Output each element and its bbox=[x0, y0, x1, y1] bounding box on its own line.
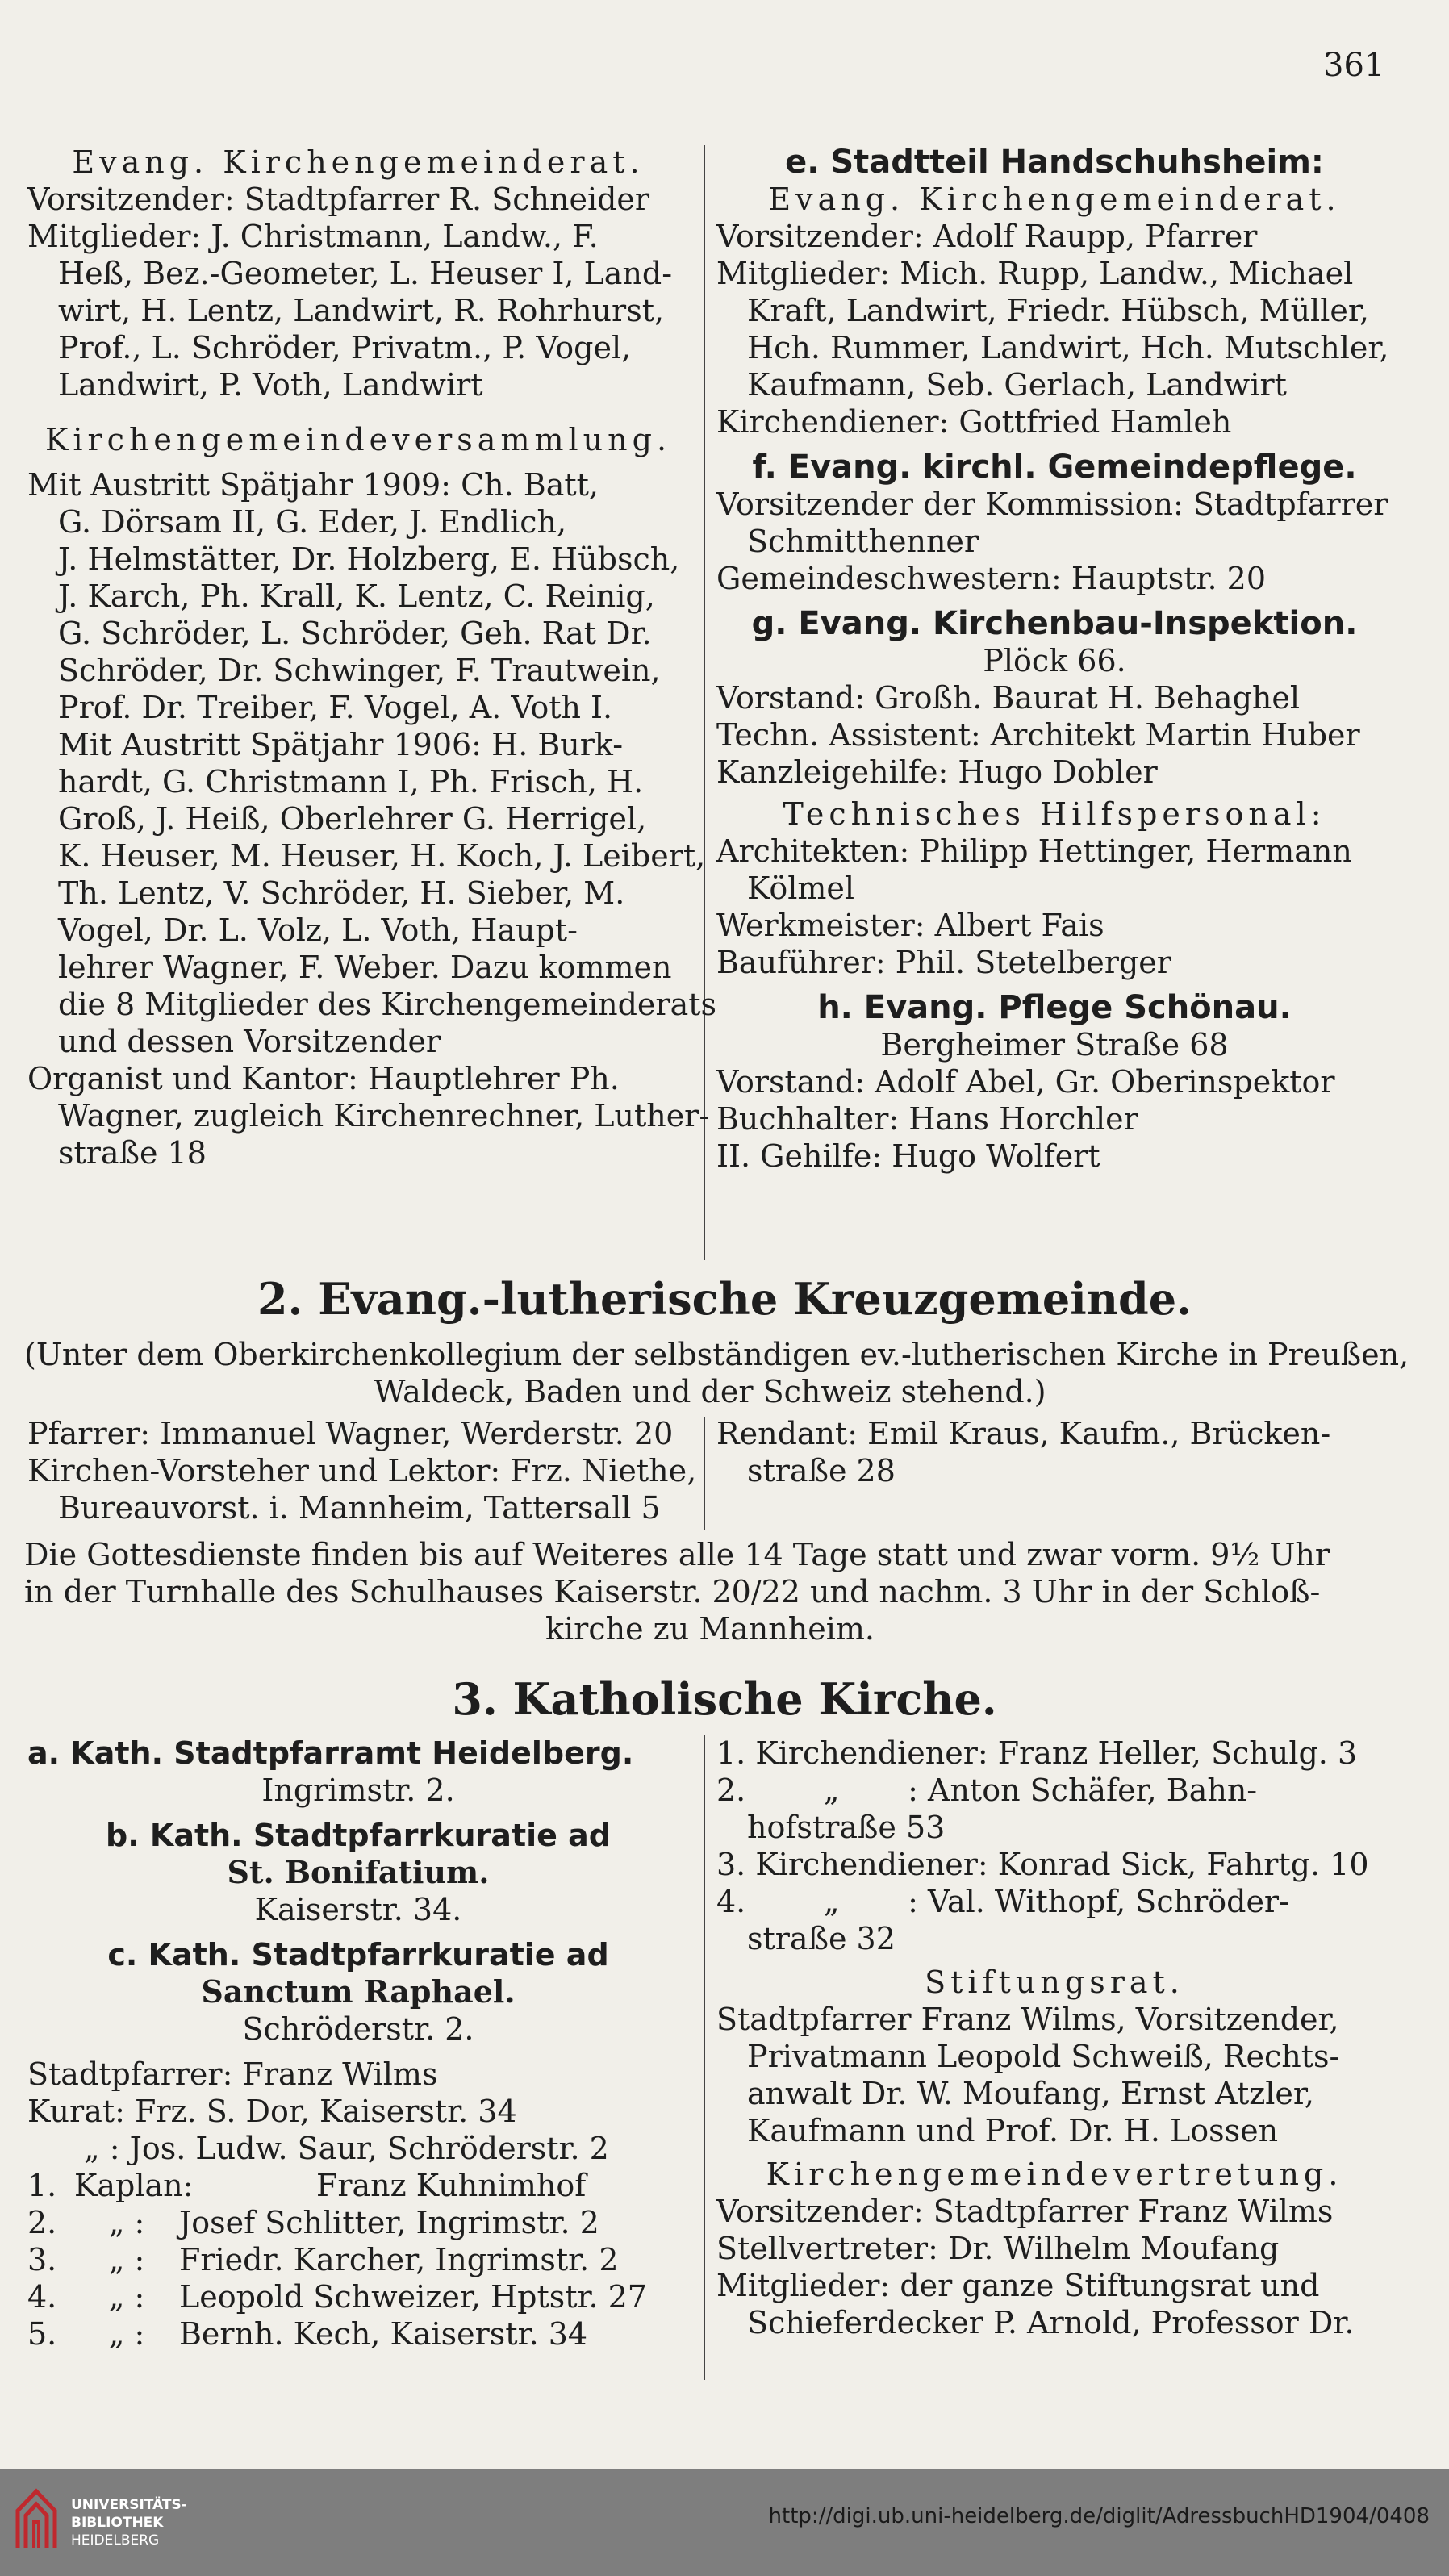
list-number: 3. bbox=[27, 2242, 57, 2277]
heading-gemeindepflege: f. Evang. kirchl. Gemeindepflege. bbox=[752, 449, 1357, 486]
section-title-katholische-kirche: 3. Katholische Kirche. bbox=[452, 1673, 997, 1725]
column-divider bbox=[704, 145, 705, 1260]
heading-kuratie-raphael: c. Kath. Stadtpfarrkuratie ad bbox=[107, 1937, 609, 1973]
text-line: Groß, J. Heiß, Oberlehrer G. Herrigel, bbox=[58, 801, 647, 837]
section2-paragraph bbox=[24, 1536, 1396, 1647]
text-line: Kurat: Frz. S. Dor, Kaiserstr. 34 bbox=[27, 2094, 517, 2129]
text-line: Vorsitzender der Kommission: Stadtpfarrer bbox=[716, 486, 1388, 522]
text-line: Vorsitzender: Adolf Raupp, Pfarrer bbox=[716, 219, 1258, 254]
text-line: Stadtpfarrer: Franz Wilms bbox=[27, 2056, 438, 2092]
address-line: Bergheimer Straße 68 bbox=[880, 1027, 1229, 1063]
list-number: 1. bbox=[27, 2168, 57, 2203]
text-line: lehrer Wagner, F. Weber. Dazu kommen bbox=[58, 950, 672, 985]
text-line: Gemeindeschwestern: Hauptstr. 20 bbox=[716, 561, 1266, 596]
section3-left bbox=[27, 1735, 689, 2353]
text-line: anwalt Dr. W. Moufang, Ernst Atzler, bbox=[747, 2076, 1314, 2111]
text-line: Vorsitzender: Stadtpfarrer R. Schneider bbox=[27, 182, 650, 217]
text-line: Stellvertreter: Dr. Wilhelm Moufang bbox=[716, 2231, 1280, 2266]
text-line: K. Heuser, M. Heuser, H. Koch, J. Leibert, bbox=[58, 838, 706, 874]
right-column bbox=[716, 144, 1393, 1175]
text-line: 4. „ : Val. Withopf, Schröder- bbox=[716, 1884, 1289, 1919]
text-line: G. Dörsam II, G. Eder, J. Endlich, bbox=[58, 504, 567, 540]
section-title-kreuzgemeinde: 2. Evang.-lutherische Kreuzgemeinde. bbox=[257, 1273, 1192, 1325]
text-line: hardt, G. Christmann I, Ph. Frisch, H. bbox=[58, 764, 644, 800]
text-line: straße 32 bbox=[747, 1921, 896, 1956]
heading-handschuhsheim: e. Stadtteil Handschuhsheim: bbox=[785, 144, 1324, 181]
list-text: Friedr. Karcher, Ingrimstr. 2 bbox=[179, 2242, 619, 2277]
heading-kirchengemeinderat: Evang. Kirchengemeinderat. bbox=[72, 144, 645, 180]
text-line: Stadtpfarrer Franz Wilms, Vorsitzender, bbox=[716, 2002, 1339, 2037]
text-line: Schieferdecker P. Arnold, Professor Dr. bbox=[747, 2305, 1355, 2340]
text-line: und dessen Vorsitzender bbox=[58, 1024, 441, 1059]
text-line: 1. Kirchendiener: Franz Heller, Schulg. 3 bbox=[716, 1735, 1358, 1771]
text-line: Kaufmann und Prof. Dr. H. Lossen bbox=[747, 2113, 1279, 2148]
list-item bbox=[27, 2315, 689, 2353]
heading-stiftungsrat: Stiftungsrat. bbox=[925, 1964, 1184, 2000]
column-divider bbox=[704, 1417, 705, 1530]
text-line: Mitglieder: J. Christmann, Landw., F. bbox=[27, 219, 599, 254]
text-line: G. Schröder, L. Schröder, Geh. Rat Dr. bbox=[58, 616, 652, 651]
list-item bbox=[27, 2204, 689, 2241]
heading-kirchenbau-inspektion: g. Evang. Kirchenbau-Inspektion. bbox=[751, 605, 1358, 642]
text-line: in der Turnhalle des Schulhauses Kaiserstr. 20/22 und nachm. 3 Uhr in der Schloß- bbox=[24, 1574, 1321, 1609]
text-line: Th. Lentz, V. Schröder, H. Sieber, M. bbox=[58, 875, 625, 911]
text-line: Mitglieder: der ganze Stiftungsrat und bbox=[716, 2268, 1320, 2303]
logo-text bbox=[71, 2496, 187, 2549]
section2-right bbox=[716, 1415, 1393, 1489]
text-line: Prof. Dr. Treiber, F. Vogel, A. Voth I. bbox=[58, 690, 613, 725]
text-line: (Unter dem Oberkirchenkollegium der selbständigen ev.-lutherischen Kirche in Preußen, bbox=[24, 1337, 1409, 1372]
text-line: straße 18 bbox=[58, 1135, 207, 1171]
text-line: Bauführer: Phil. Stetelberger bbox=[716, 945, 1171, 980]
heading-kirchengemeindeversammlung: Kirchengemeindeversammlung. bbox=[44, 422, 672, 457]
text-line: Mit Austritt Spätjahr 1909: Ch. Batt, bbox=[27, 467, 599, 503]
section3-right bbox=[716, 1735, 1393, 2341]
list-title: „ : bbox=[108, 2205, 145, 2240]
permalink-url[interactable]: http://digi.ub.uni-heidelberg.de/diglit/AdressbuchHD1904/0408 bbox=[768, 2504, 1430, 2528]
text-line: Kölmel bbox=[747, 870, 855, 906]
text-line: Mitglieder: Mich. Rupp, Landw., Michael bbox=[716, 256, 1354, 291]
list-item bbox=[27, 2167, 689, 2204]
text-line: Werkmeister: Albert Fais bbox=[716, 908, 1104, 943]
address-line: Plöck 66. bbox=[983, 643, 1126, 678]
heading-stadtpfarramt: a. Kath. Stadtpfarramt Heidelberg. bbox=[27, 1735, 634, 1771]
text-line: kirche zu Mannheim. bbox=[545, 1611, 875, 1647]
address-line: Kaiserstr. 34. bbox=[254, 1892, 462, 1927]
text-line: Vogel, Dr. L. Volz, L. Voth, Haupt- bbox=[58, 912, 578, 948]
text-line: hofstraße 53 bbox=[747, 1810, 946, 1845]
list-text: Leopold Schweizer, Hptstr. 27 bbox=[179, 2279, 647, 2315]
list-title: Kaplan: bbox=[74, 2168, 194, 2203]
text-line: die 8 Mitglieder des Kirchengemeinderats bbox=[58, 987, 716, 1022]
text-line: Buchhalter: Hans Horchler bbox=[716, 1101, 1138, 1137]
text-line: Rendant: Emil Kraus, Kaufm., Brücken- bbox=[716, 1416, 1331, 1451]
text-line: Vorstand: Großh. Baurat H. Behaghel bbox=[716, 680, 1301, 716]
text-line: Waldeck, Baden und der Schweiz stehend.) bbox=[374, 1374, 1046, 1409]
text-line: Bureauvorst. i. Mannheim, Tattersall 5 bbox=[58, 1490, 661, 1526]
list-text: Josef Schlitter, Ingrimstr. 2 bbox=[179, 2205, 599, 2240]
heading-kirchengemeinderat: Evang. Kirchengemeinderat. bbox=[768, 182, 1341, 217]
heading-kuratie-bonifatium-sub: St. Bonifatium. bbox=[227, 1854, 490, 1890]
text-line: Prof., L. Schröder, Privatm., P. Vogel, bbox=[58, 330, 632, 365]
text-line: Heß, Bez.-Geometer, L. Heuser I, Land- bbox=[58, 256, 673, 291]
text-line: Kaufmann, Seb. Gerlach, Landwirt bbox=[747, 367, 1287, 403]
column-divider bbox=[704, 1735, 705, 2380]
heading-kirchengemeindevertretung: Kirchengemeindevertretung. bbox=[766, 2156, 1343, 2192]
text-line: Vorstand: Adolf Abel, Gr. Oberinspektor bbox=[716, 1064, 1335, 1100]
list-number: 4. bbox=[27, 2279, 57, 2315]
list-number: 5. bbox=[27, 2316, 57, 2352]
list-title: „ : bbox=[108, 2242, 145, 2277]
text-line: J. Karch, Ph. Krall, K. Lentz, C. Reinig, bbox=[58, 578, 655, 614]
text-line: Wagner, zugleich Kirchenrechner, Luther- bbox=[58, 1098, 710, 1134]
address-line: Schröderstr. 2. bbox=[242, 2011, 474, 2047]
page-number: 361 bbox=[1323, 47, 1385, 84]
text-line: Schmitthenner bbox=[747, 524, 979, 559]
text-line: Privatmann Leopold Schweiß, Rechts- bbox=[747, 2039, 1340, 2074]
list-title: „ : bbox=[108, 2316, 145, 2352]
text-line: Kraft, Landwirt, Friedr. Hübsch, Müller, bbox=[747, 293, 1369, 328]
list-item bbox=[27, 2241, 689, 2278]
heading-kuratie-raphael-sub: Sanctum Raphael. bbox=[201, 1973, 516, 2010]
text-line: Schröder, Dr. Schwinger, F. Trautwein, bbox=[58, 653, 661, 688]
list-title: „ : bbox=[108, 2279, 145, 2315]
text-line: J. Helmstätter, Dr. Holzberg, E. Hübsch, bbox=[58, 541, 680, 577]
text-line: Vorsitzender: Stadtpfarrer Franz Wilms bbox=[716, 2194, 1334, 2229]
text-line: Organist und Kantor: Hauptlehrer Ph. bbox=[27, 1061, 620, 1096]
text-line: Kirchen-Vorsteher und Lektor: Frz. Niethe, bbox=[27, 1453, 697, 1488]
text-line: Landwirt, P. Voth, Landwirt bbox=[58, 367, 483, 403]
text-line: 2. „ : Anton Schäfer, Bahn- bbox=[716, 1772, 1258, 1808]
footer-bar bbox=[0, 2469, 1449, 2576]
text-line: Hch. Rummer, Landwirt, Hch. Mutschler, bbox=[747, 330, 1389, 365]
text-line: Kirchendiener: Gottfried Hamleh bbox=[716, 404, 1232, 440]
text-line: Techn. Assistent: Architekt Martin Huber bbox=[716, 717, 1360, 753]
heading-hilfspersonal: Technisches Hilfspersonal: bbox=[783, 796, 1326, 832]
list-item bbox=[27, 2278, 689, 2315]
logo-line: HEIDELBERG bbox=[71, 2532, 160, 2549]
text-line: 3. Kirchendiener: Konrad Sick, Fahrtg. 10 bbox=[716, 1847, 1369, 1882]
list-number: 2. bbox=[27, 2205, 57, 2240]
text-line: wirt, H. Lentz, Landwirt, R. Rohrhurst, bbox=[58, 293, 665, 328]
list-text: Franz Kuhnimhof bbox=[316, 2168, 587, 2203]
university-logo-icon bbox=[15, 2486, 58, 2551]
text-line: Pfarrer: Immanuel Wagner, Werderstr. 20 bbox=[27, 1416, 674, 1451]
heading-pflege-schoenau: h. Evang. Pflege Schönau. bbox=[817, 989, 1292, 1026]
address-line: Ingrimstr. 2. bbox=[261, 1772, 455, 1808]
text-line: straße 28 bbox=[747, 1453, 896, 1488]
left-column bbox=[27, 144, 716, 1171]
heading-kuratie-bonifatium: b. Kath. Stadtpfarrkuratie ad bbox=[106, 1818, 611, 1853]
text-line: „ : Jos. Ludw. Saur, Schröderstr. 2 bbox=[84, 2131, 609, 2166]
section2-left bbox=[27, 1415, 697, 1526]
text-line: II. Gehilfe: Hugo Wolfert bbox=[716, 1138, 1100, 1174]
text-line: Kanzleigehilfe: Hugo Dobler bbox=[716, 754, 1158, 790]
text-line: Architekten: Philipp Hettinger, Hermann bbox=[716, 833, 1352, 869]
text-line: Mit Austritt Spätjahr 1906: H. Burk- bbox=[58, 727, 624, 762]
logo-line: BIBLIOTHEK bbox=[71, 2515, 164, 2531]
text-line: Die Gottesdienste finden bis auf Weiteres alle 14 Tage statt und zwar vorm. 9½ Uhr bbox=[24, 1537, 1330, 1572]
logo-line: UNIVERSITÄTS- bbox=[71, 2497, 187, 2513]
section2-intro bbox=[24, 1336, 1409, 1410]
list-text: Bernh. Kech, Kaiserstr. 34 bbox=[179, 2316, 588, 2352]
